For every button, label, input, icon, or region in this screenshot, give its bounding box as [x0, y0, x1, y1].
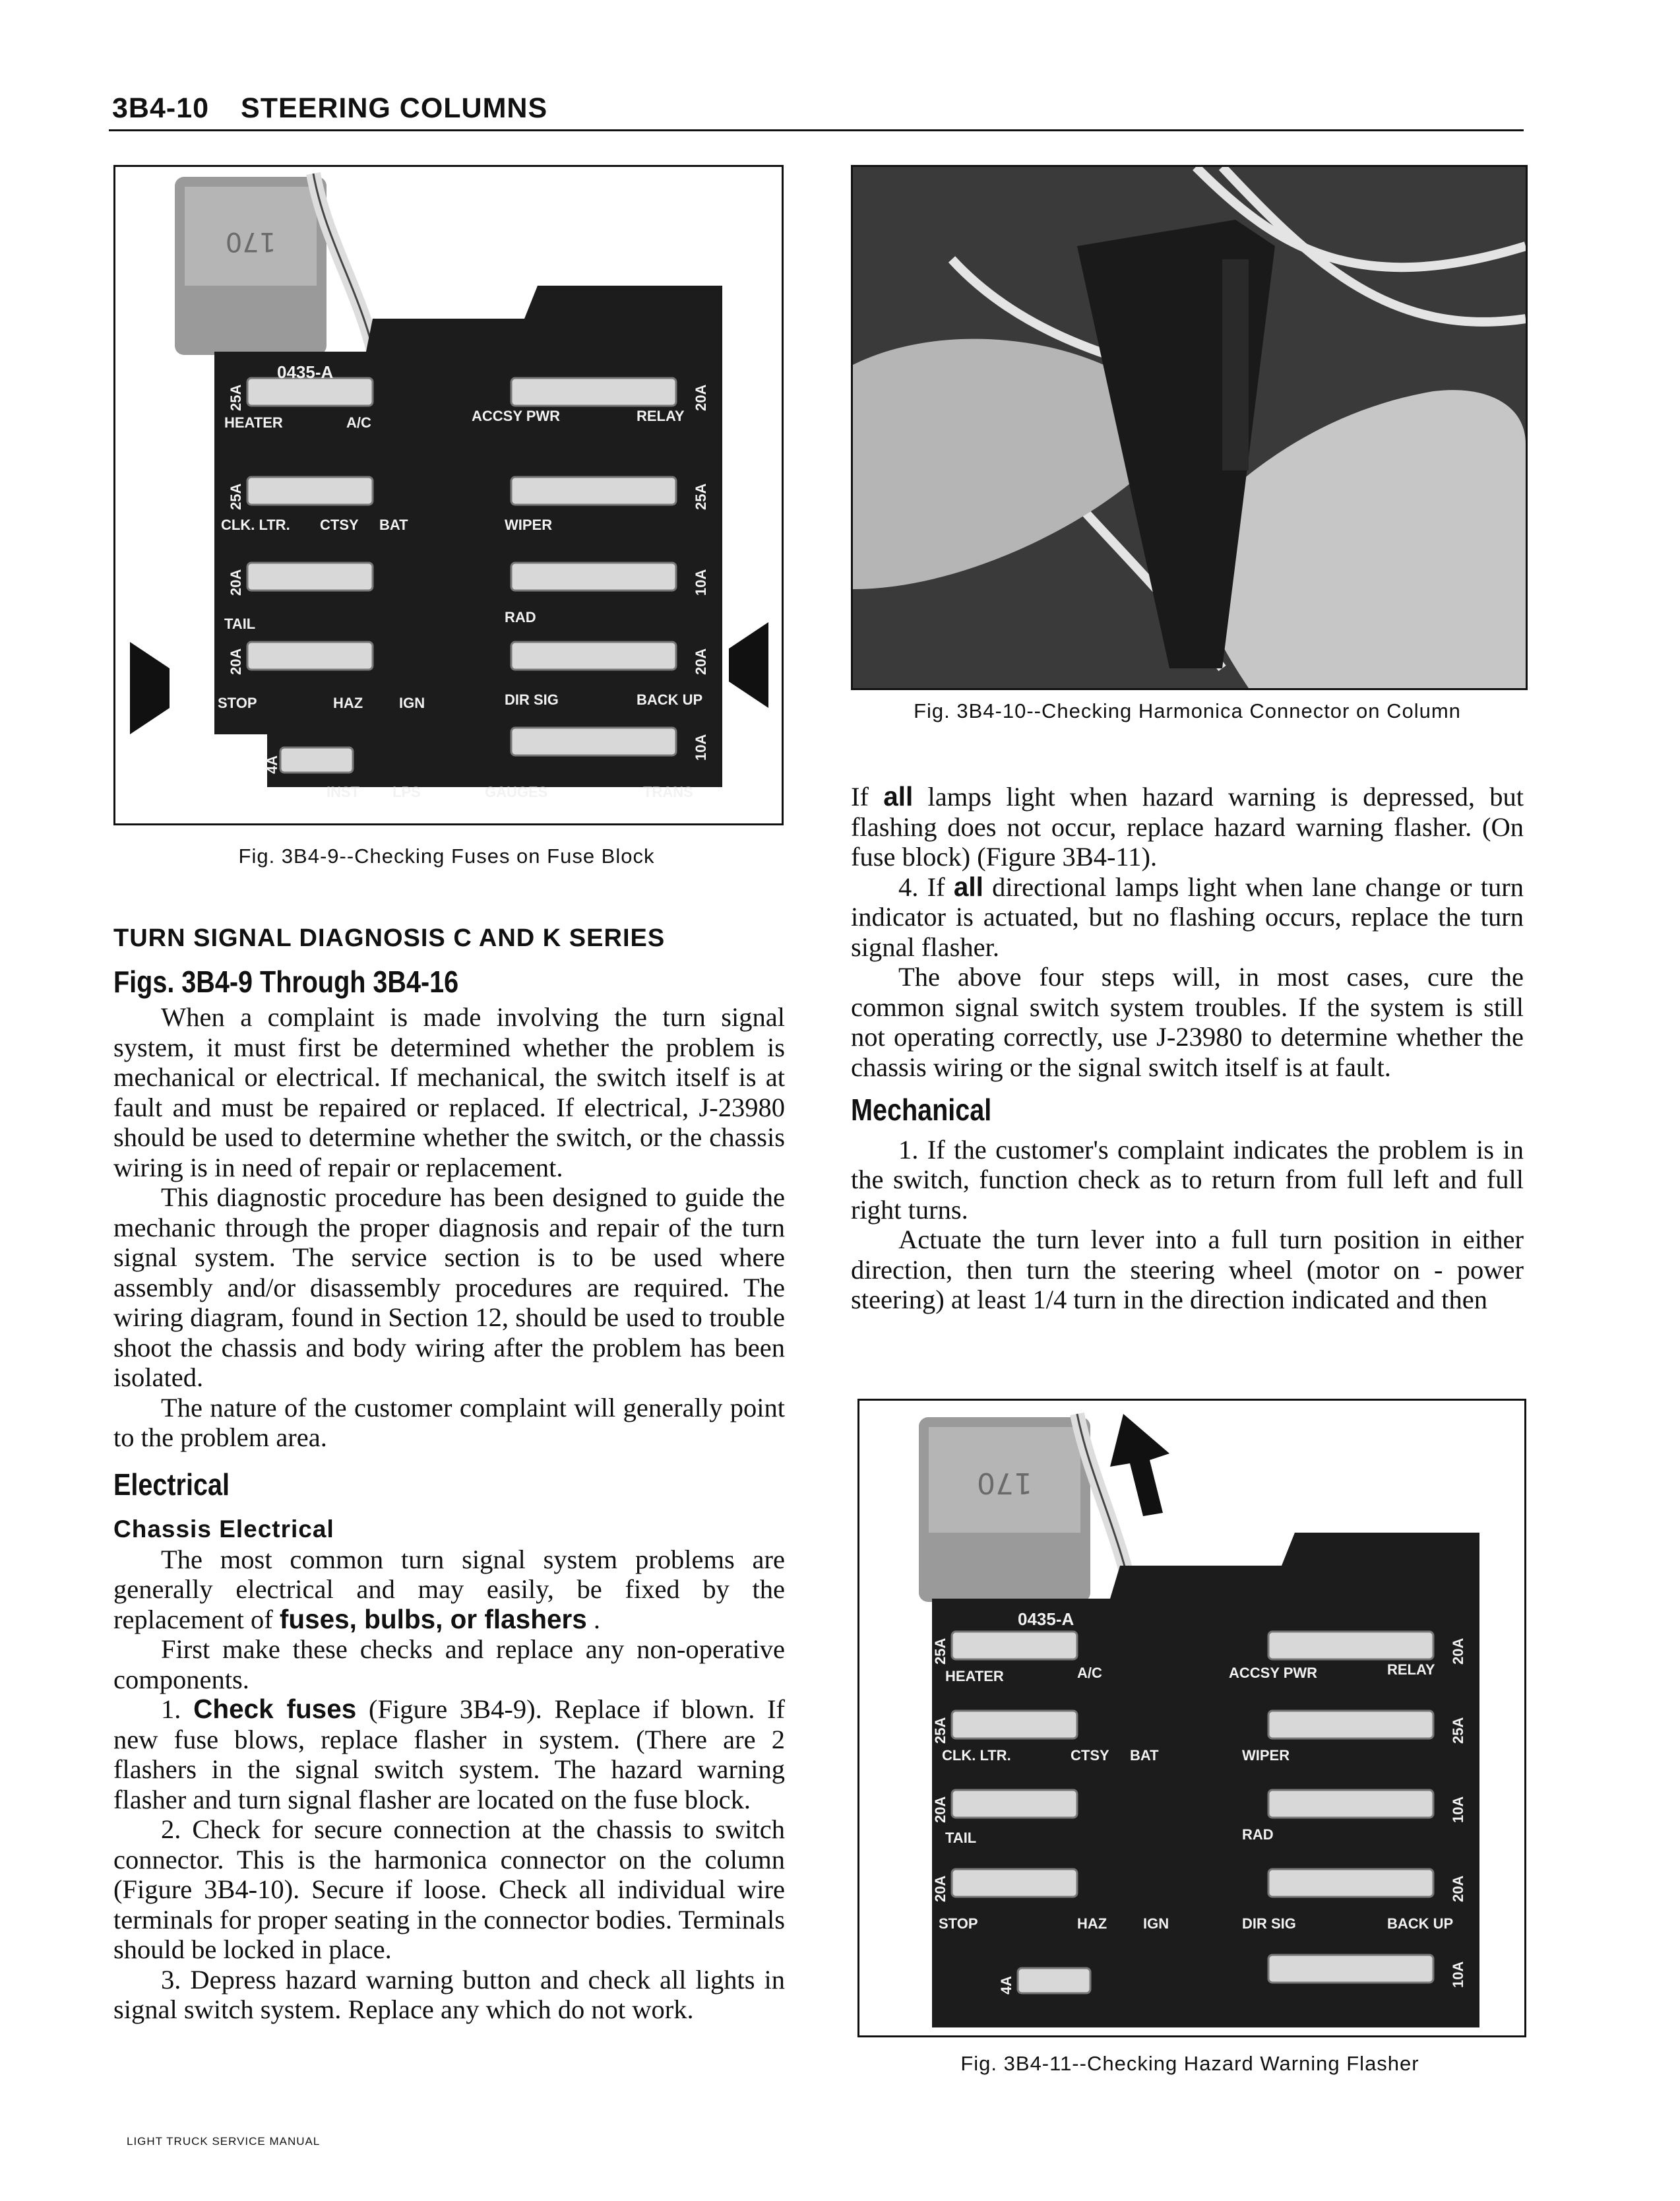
fuse-label-inst: INST [327, 784, 360, 800]
fuse-label-2-ctsy: CTSY [1071, 1747, 1109, 1764]
fuse-label-2-back-up: BACK UP [1387, 1915, 1454, 1932]
fuse-rating-2-right-1: 20A [1450, 1638, 1466, 1665]
fuse-rating-2-right-3: 10A [1450, 1796, 1466, 1823]
fuse-rating-2-left-5: 4A [998, 1975, 1014, 1994]
fuse-rating-2-right-5: 10A [1450, 1961, 1466, 1988]
svg-text:170: 170 [225, 226, 276, 257]
mech-actuate: Actuate the turn lever into a full turn position in either direction, then turn the steering wheel (motor on - power steering) at least 1/4 turn in the direction indicated and then [851, 1225, 1524, 1314]
para-hazard-flasher-start: If [851, 782, 884, 812]
heading-figs: Figs. 3B4-9 Through 3B4-16 [113, 964, 459, 999]
fuse-label-clk-ltr: CLK. LTR. [221, 517, 290, 533]
relay-label-2: 0435-A [1018, 1609, 1074, 1629]
step-4-start: 4. If [898, 872, 954, 902]
fuse-label-wiper: WIPER [505, 517, 553, 533]
fuse-label-2-accsy-pwr: ACCSY PWR [1229, 1665, 1318, 1681]
fuse-label-ign: IGN [399, 695, 425, 711]
figure-3b4-11 [857, 1399, 1526, 2037]
step-2: 2. Check for secure connection at the chassis to switch connector. This is the harmonica connector on the column (Figure 3B4-10). Secure if loose. Check all individual wire terminals for proper seating in the connector bodies. Terminals should be locked in place. [113, 1814, 785, 1964]
fuse-rating-2-right-2: 25A [1450, 1717, 1466, 1744]
fuse-rating-2-right-4: 20A [1450, 1875, 1466, 1902]
fuse-label-bat: BAT [379, 517, 408, 533]
step-1-text: (Figure 3B4-9). Replace if blown. If new fuse blows, replace flasher in system. (There are 2 flashers in the signal switch system. The hazard warning flasher and turn signal flasher are located on the fuse block. [113, 1694, 785, 1814]
header-rule [109, 129, 1524, 131]
fuse-rating-right-4: 20A [693, 648, 709, 675]
relay-label: 0435-A [277, 362, 334, 382]
fuse-rating-left-3: 20A [228, 569, 244, 596]
fuse-rating-right-3: 10A [693, 569, 709, 596]
fuse-label-2-rad: RAD [1242, 1826, 1274, 1843]
fuse-rating-left-4: 20A [228, 648, 244, 675]
fuse-block-photo [115, 167, 782, 823]
fuse-label-2-wiper: WIPER [1242, 1747, 1290, 1764]
fuse-label-2-heater: HEATER [945, 1668, 1004, 1684]
fuse-rating-left-5: 4A [264, 755, 280, 774]
para-complaint: When a complaint is made involving the turn signal system, it must first be determined whether the problem is mechanical or electrical. If mechanical, the switch itself is at fault and must be repaired or replaced. If electrical, J-23980 should be used to determine whether the switch, or the chassis wiring is in need of repair or replacement. [113, 1002, 785, 1182]
step-1-bold: Check fuses [193, 1694, 357, 1724]
fuse-label-2-ign: IGN [1143, 1915, 1169, 1932]
fuse-rating-right-1: 20A [693, 384, 709, 411]
fuse-label-rad: RAD [505, 609, 536, 625]
para-hazard-flasher [851, 782, 1524, 872]
fuse-label-2-stop: STOP [939, 1915, 978, 1932]
fuse-block-body-2 [932, 1533, 1479, 2027]
fuse-label-2-tail: TAIL [945, 1830, 977, 1846]
fuse-rating-right-5: 10A [693, 734, 709, 761]
fuse-label-gauges: GAUGES [485, 784, 548, 800]
para-nature: The nature of the customer complaint will generally point to the problem area. [113, 1392, 785, 1452]
fuse-label-2-haz: HAZ [1077, 1915, 1107, 1932]
fuse-label-2-ac: A/C [1077, 1665, 1102, 1681]
figure-3b4-10 [851, 165, 1528, 690]
fuse-label-tail: TAIL [224, 616, 256, 632]
fuse-label-ctsy: CTSY [320, 517, 359, 533]
fig-3b4-9-caption: Fig. 3B4-9--Checking Fuses on Fuse Block [238, 845, 655, 868]
svg-text:170: 170 [977, 1466, 1032, 1500]
fig-3b4-11-caption: Fig. 3B4-11--Checking Hazard Warning Flasher [960, 2052, 1419, 2075]
fuse-label-stop: STOP [218, 695, 257, 711]
step-4-bold: all [953, 871, 983, 902]
fuse-label-lps: LPS [392, 784, 421, 800]
para-four-steps: The above four steps will, in most cases, cure the common signal switch system troubles. If the system is still not operating correctly, use J-23980 to determine whether the chassis wiring or the signal switch itself is at fault. [851, 962, 1524, 1082]
fuse-label-ac: A/C [346, 414, 371, 431]
fuse-label-2-clk-ltr: CLK. LTR. [942, 1747, 1011, 1764]
fuse-rating-2-left-3: 20A [932, 1796, 949, 1823]
para-hazard-flasher-bold: all [883, 781, 914, 812]
para-hazard-flasher-text: lamps light when hazard warning is depressed, but flashing does not occur, replace hazard warning flasher. (On fuse block) (Figure 3B4-11). [851, 782, 1524, 872]
fuse-rating-right-2: 25A [693, 483, 709, 510]
fuse-block-body [214, 286, 722, 787]
step-4 [851, 872, 1524, 963]
fuse-label-dir-sig: DIR SIG [505, 691, 559, 708]
step-3: 3. Depress hazard warning button and check all lights in signal switch system. Replace any which do not work. [113, 1964, 785, 2024]
heading-chassis-electrical: Chassis Electrical [113, 1515, 334, 1543]
para-common-problems-text: The most common turn signal system problems are generally electrical and may easily, be fixed by the replacement of [113, 1544, 785, 1634]
step-1 [113, 1694, 785, 1814]
step-4-text: directional lamps light when lane change or turn indicator is actuated, but no flashing occurs, replace the turn signal flasher. [851, 872, 1524, 962]
left-column [113, 924, 785, 2025]
fuse-rating-left-1: 25A [228, 384, 244, 411]
fuse-rating-2-left-1: 25A [932, 1638, 949, 1665]
figure-3b4-9 [113, 165, 784, 825]
fuse-label-accsy-pwr: ACCSY PWR [472, 408, 561, 424]
fuse-label-haz: HAZ [333, 695, 363, 711]
para-procedure: This diagnostic procedure has been designed to guide the mechanic through the proper diagnosis and repair of the turn signal system. The service section is to be used where assembly and/or disassembly procedures are required. The wiring diagram, found in Section 12, should be used to trouble shoot the chassis and body wiring after the problem has been isolated. [113, 1182, 785, 1392]
para-first-checks: First make these checks and replace any non-operative components. [113, 1634, 785, 1694]
fig-3b4-10-caption: Fig. 3B4-10--Checking Harmonica Connector on Column [914, 699, 1461, 722]
fuse-label-2-bat: BAT [1130, 1747, 1159, 1764]
fuse-label-relay: RELAY [637, 408, 685, 424]
heading-mechanical: Mechanical [851, 1093, 992, 1127]
step-1-num: 1. [161, 1694, 194, 1724]
para-common-problems [113, 1545, 785, 1635]
fuse-rating-left-2: 25A [228, 483, 244, 510]
right-column [851, 782, 1524, 1315]
section-title: STEERING COLUMNS [241, 92, 548, 124]
fuse-label-back-up: BACK UP [637, 691, 703, 708]
heading-electrical: Electrical [113, 1467, 230, 1502]
heading-turn-signal-diagnosis: TURN SIGNAL DIAGNOSIS C AND K SERIES [113, 924, 666, 952]
mech-step-1: 1. If the customer's complaint indicates the problem is in the switch, function check as to return from full left and full right turns. [851, 1134, 1524, 1225]
page-number: 3B4-10 [112, 92, 210, 124]
hazard-flasher-photo [859, 1401, 1524, 2035]
footer: LIGHT TRUCK SERVICE MANUAL [127, 2135, 321, 2148]
page-header [112, 92, 547, 125]
fuse-label-2-relay: RELAY [1387, 1661, 1435, 1678]
fuse-label-2-dir-sig: DIR SIG [1242, 1915, 1296, 1932]
para-common-problems-end: . [586, 1604, 600, 1634]
para-common-problems-bold: fuses, bulbs, or flashers [279, 1603, 587, 1634]
fuse-rating-2-left-2: 25A [932, 1717, 949, 1744]
fuse-label-heater: HEATER [224, 414, 283, 431]
fuse-rating-2-left-4: 20A [932, 1875, 949, 1902]
fuse-label-trans: TRANS [643, 784, 693, 800]
harmonica-connector-photo [853, 167, 1526, 688]
